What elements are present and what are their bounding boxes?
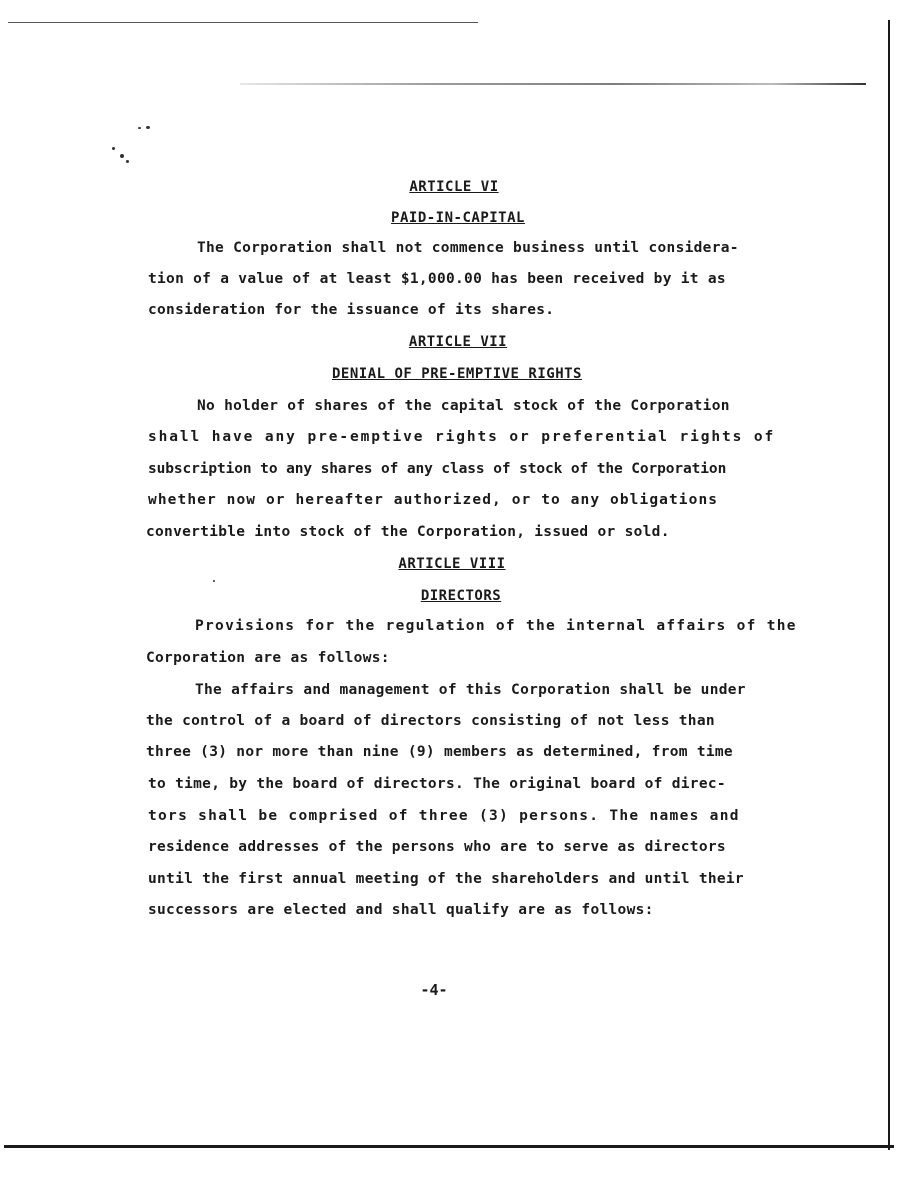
article-viii-line: three (3) nor more than nine (9) members as determined, from time	[146, 744, 733, 760]
article-vii-line: whether now or hereafter authorized, or to any obligations	[148, 492, 719, 508]
article-vi-subtitle: PAID-IN-CAPITAL	[391, 210, 525, 226]
article-vii-subtitle: DENIAL OF PRE-EMPTIVE RIGHTS	[331, 366, 582, 382]
scan-top-line	[8, 22, 478, 23]
article-vii-line: subscription to any shares of any class of stock of the Corporation	[148, 461, 727, 477]
article-viii-line: tors shall be comprised of three (3) persons. The names and	[148, 808, 740, 824]
scan-bottom-line	[4, 1145, 894, 1148]
article-viii-title: ARTICLE VIII	[398, 556, 506, 572]
scan-speck	[120, 154, 124, 158]
scan-speck	[112, 147, 115, 150]
scan-speck	[213, 580, 215, 582]
scan-speck	[138, 127, 141, 129]
page-number: -4-	[420, 981, 448, 999]
article-viii-line: successors are elected and shall qualify are as follows:	[148, 902, 654, 918]
article-viii-line: The affairs and management of this Corporation shall be under	[195, 682, 746, 698]
article-viii-subtitle: DIRECTORS	[420, 588, 502, 604]
article-vi-line: The Corporation shall not commence business until considera-	[197, 240, 739, 256]
article-viii-line: Provisions for the regulation of the internal affairs of the	[195, 618, 797, 634]
article-viii-line: residence addresses of the persons who are to serve as directors	[148, 839, 726, 855]
article-vi-title: ARTICLE VI	[409, 179, 499, 195]
article-viii-line: until the first annual meeting of the shareholders and until their	[148, 871, 744, 887]
article-viii-line: the control of a board of directors consisting of not less than	[146, 713, 715, 729]
article-viii-line: to time, by the board of directors. The original board of direc-	[148, 776, 726, 792]
article-vii-line: shall have any pre-emptive rights or preferential rights of	[148, 429, 776, 445]
article-vii-line: convertible into stock of the Corporation, issued or sold.	[146, 524, 670, 540]
scan-noise-line	[240, 83, 866, 85]
article-vi-line: tion of a value of at least $1,000.00 has been received by it as	[148, 271, 726, 287]
scan-speck	[126, 160, 129, 163]
article-vii-title: ARTICLE VII	[408, 334, 508, 350]
scan-speck	[146, 126, 150, 129]
article-vii-line: No holder of shares of the capital stock of the Corporation	[197, 398, 730, 414]
article-viii-line: Corporation are as follows:	[146, 650, 390, 666]
article-vi-line: consideration for the issuance of its shares.	[148, 302, 555, 318]
